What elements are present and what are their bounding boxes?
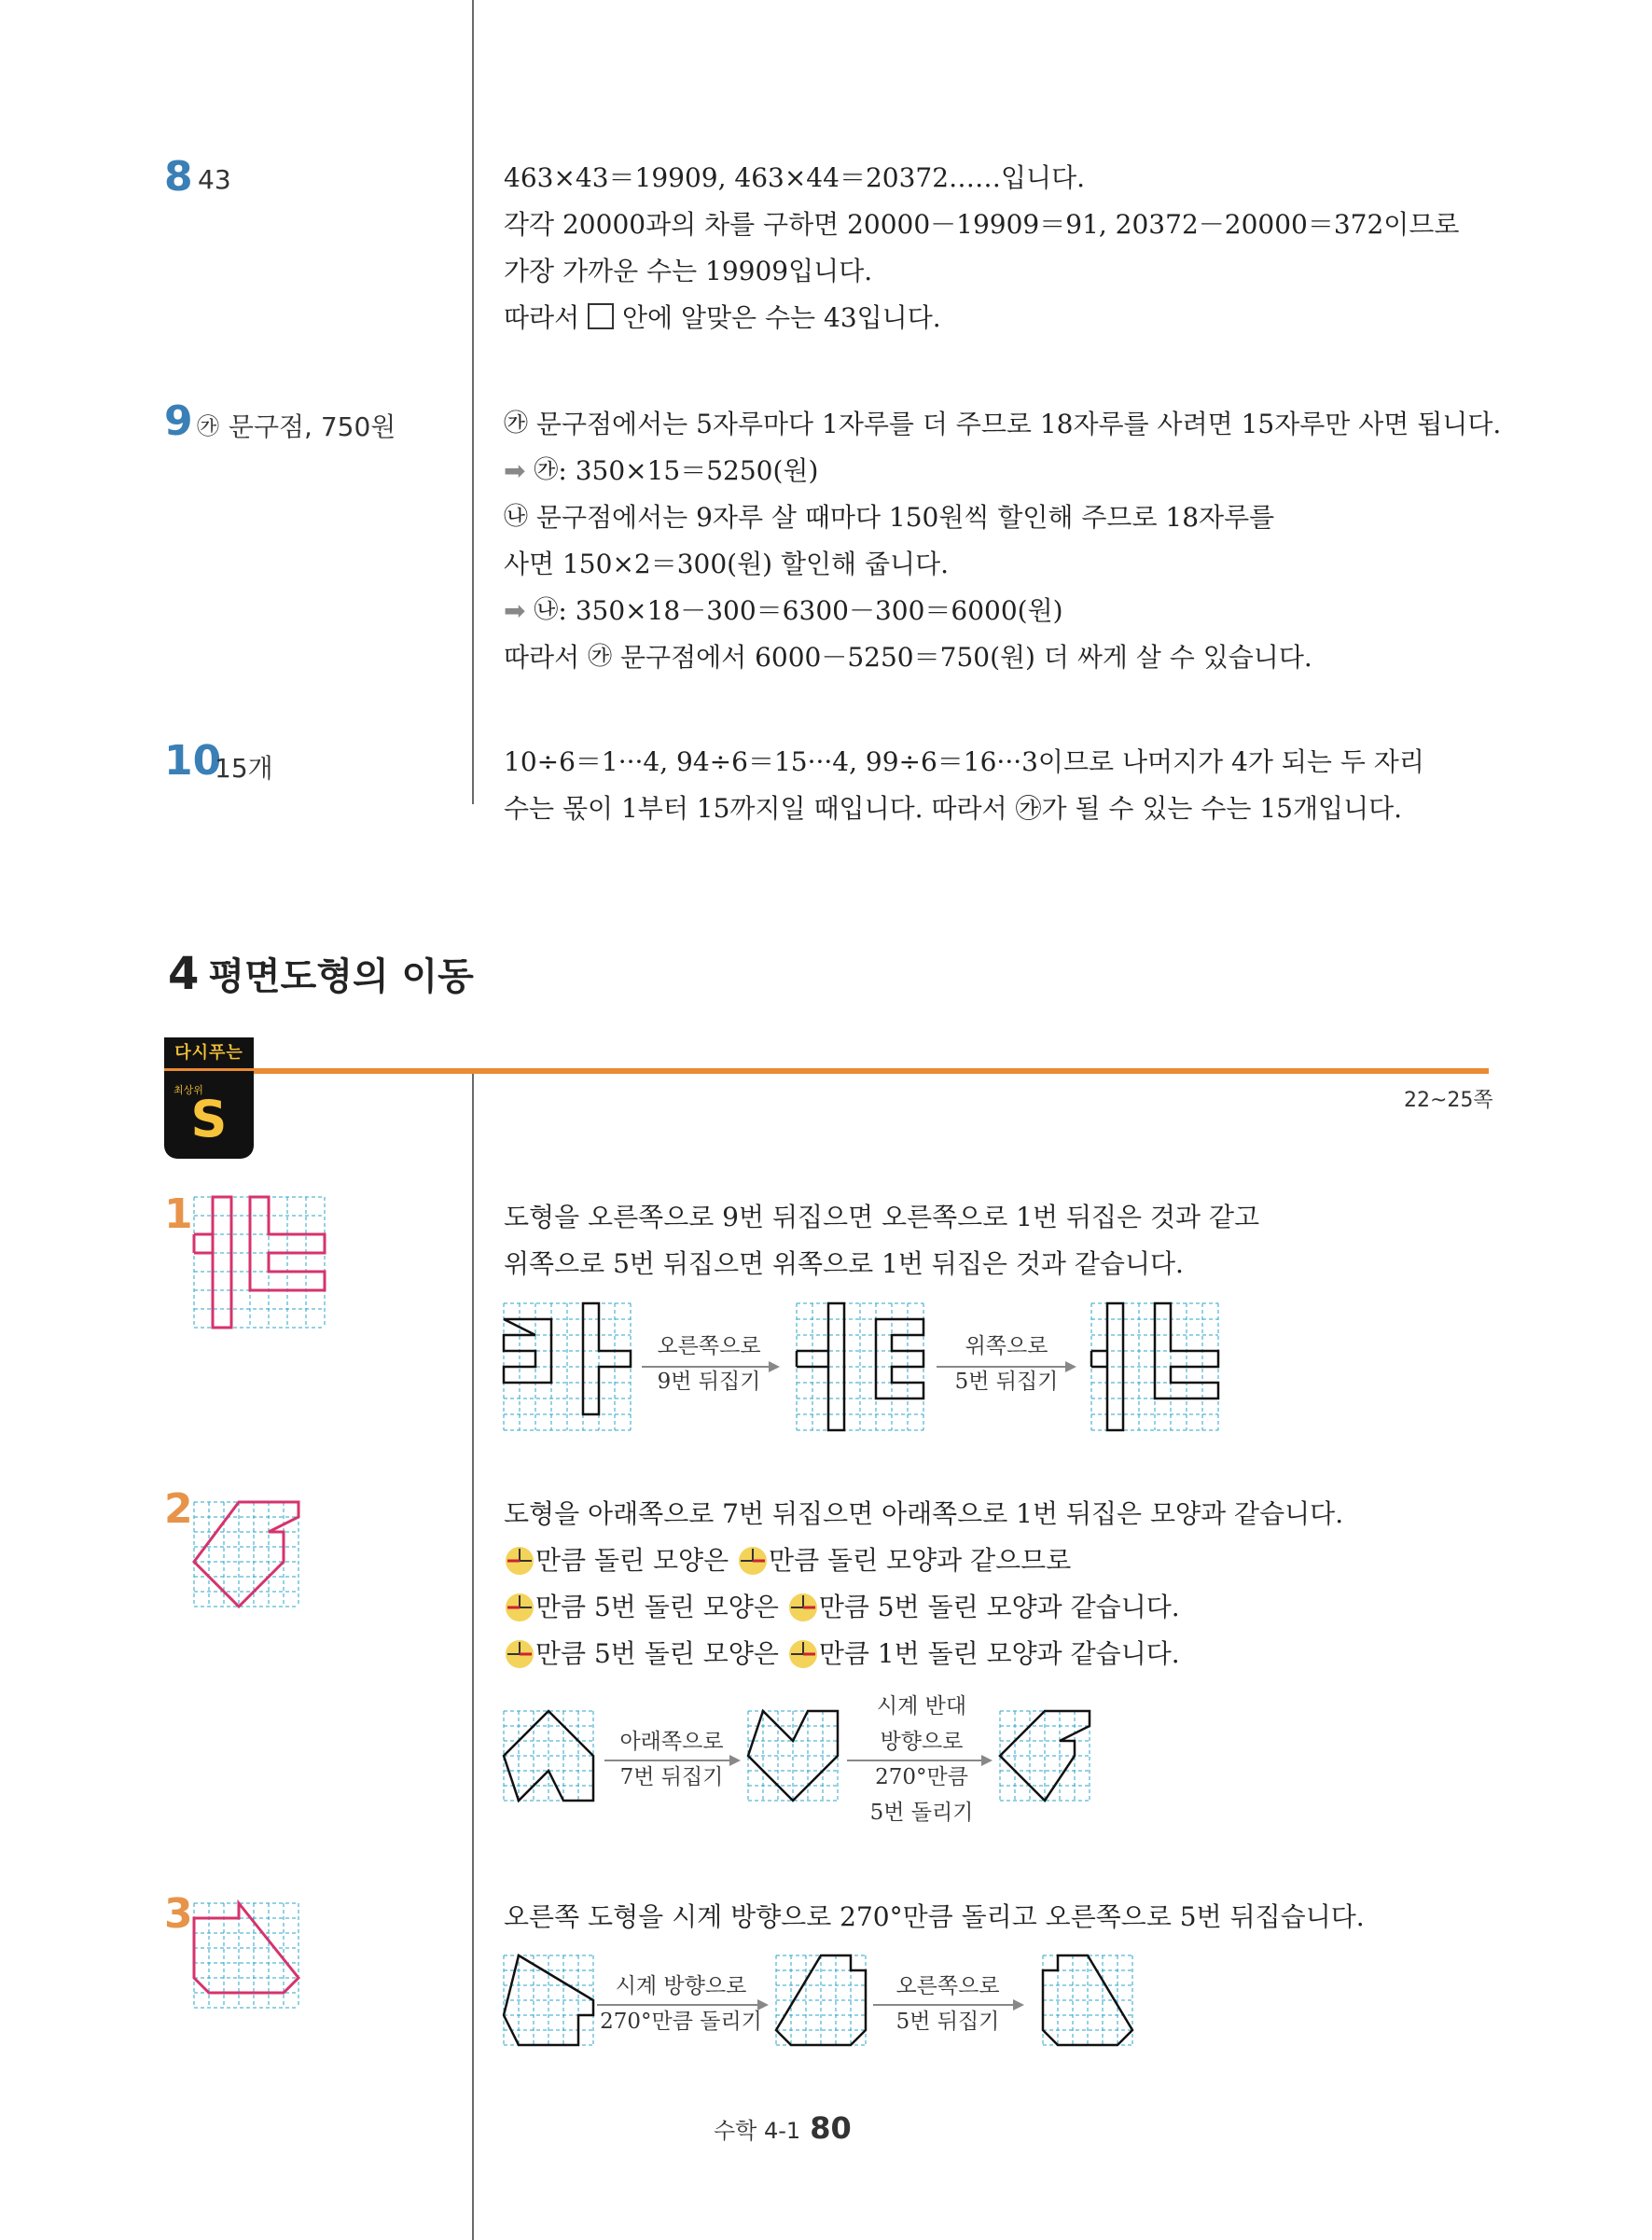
p2-line-4b: 만큼 1번 돌린 모양과 같습니다. — [818, 1638, 1180, 1669]
problem-number-2: 2 — [164, 1485, 193, 1533]
expl-9-line-2-text: : 350×15＝5250(원) — [558, 455, 819, 486]
expl-8-line-1: 463×43＝19909, 463×44＝20372……입니다. — [504, 162, 1086, 193]
problem-2-shape — [194, 1502, 298, 1607]
p2-shape-flipped-down — [748, 1711, 838, 1801]
page-footer — [714, 2110, 852, 2146]
p2-line-4 — [504, 1631, 1492, 1677]
p2-line-3 — [504, 1584, 1492, 1631]
blank-box-icon — [588, 303, 614, 329]
p1-step2-line1: 위쪽으로 — [965, 1334, 1048, 1358]
p2-step1-arrow-icon — [604, 1755, 741, 1766]
rotation-90-icon — [504, 1592, 535, 1623]
p2-line-3b: 만큼 5번 돌린 모양과 같습니다. — [818, 1592, 1180, 1622]
expl-8-line-4 — [504, 295, 1492, 341]
mark-na-icon: ㉯ — [534, 596, 559, 624]
p3-step1-arrow-icon — [597, 1999, 769, 2010]
problem-1-shape — [194, 1197, 325, 1328]
expl-9-line-3 — [504, 494, 1492, 541]
badge-label: 다시푸는 — [164, 1037, 254, 1069]
expl-9-line-3-text: 문구점에서는 9자루 살 때마다 150원씩 할인해 주므로 18자루를 — [535, 502, 1275, 533]
right-arrow-icon: ➡ — [504, 455, 526, 486]
p1-step1-line1: 오른쪽으로 — [657, 1334, 761, 1358]
top-column-divider — [472, 0, 474, 804]
p2-step1-line2: 7번 뒤집기 — [619, 1765, 724, 1789]
problem-3-shape — [194, 1903, 298, 2008]
p1-shape-original — [504, 1303, 631, 1430]
expl-8-line-2: 각각 20000과의 차를 구하면 20000－19909＝91, 20372－20000＝372이므로 — [504, 209, 1460, 240]
mark-ga-icon: ㉮ — [588, 643, 613, 671]
mark-na-icon: ㉯ — [504, 503, 529, 531]
p2-step2-bottom-line1: 270°만큼 — [875, 1765, 968, 1789]
problem-1-explanation — [504, 1194, 1492, 1287]
p2-step2-bottom-label — [847, 1760, 996, 1830]
p3-step1-line2: 270°만큼 돌리기 — [600, 2010, 762, 2034]
page-number: 80 — [810, 2110, 852, 2146]
bottom-column-divider — [472, 1074, 474, 2240]
p1-shape-flipped-right — [797, 1303, 923, 1430]
section-number: 4 — [168, 948, 200, 1000]
mark-ga-icon: ㉮ — [534, 456, 559, 484]
p1-step1-line2: 9번 뒤집기 — [657, 1370, 761, 1394]
expl-9-line-6 — [504, 634, 1492, 681]
badge-logo — [164, 1071, 254, 1159]
rotation-270-icon — [787, 1592, 819, 1623]
shape-outline — [194, 1197, 325, 1328]
expl-9-line-4: 사면 150×2＝300(원) 할인해 줍니다. — [504, 549, 950, 579]
p2-step2-bottom-line2: 5번 돌리기 — [869, 1801, 974, 1825]
orange-rule — [164, 1068, 1489, 1074]
expl-8-line-4-pre: 따라서 — [504, 302, 580, 333]
question-number-8: 8 — [164, 153, 193, 201]
problem-number-3: 3 — [164, 1890, 193, 1938]
expl-9-line-5 — [504, 588, 1492, 634]
p1-line-2: 위쪽으로 5번 뒤집으면 위쪽으로 1번 뒤집은 것과 같습니다. — [504, 1248, 1184, 1279]
p1-step1-arrow-icon — [642, 1361, 780, 1372]
question-number-10: 10 — [164, 737, 222, 785]
p2-line-3a: 만큼 5번 돌린 모양은 — [535, 1592, 779, 1622]
p1-step2-line2: 5번 뒤집기 — [954, 1370, 1059, 1394]
answer-10: 15개 — [215, 753, 273, 784]
p2-shape-final — [1000, 1711, 1090, 1801]
expl-8-line-4-post: 안에 알맞은 수는 43입니다. — [621, 302, 941, 333]
expl-8-line-3: 가장 가까운 수는 19909입니다. — [504, 256, 873, 286]
p3-step1-line1: 시계 방향으로 — [615, 1974, 747, 1998]
p2-step2-top-line1: 시계 반대 — [876, 1694, 967, 1718]
explanation-9 — [504, 401, 1502, 681]
rotation-270-icon — [504, 1638, 535, 1670]
p3-step2-arrow-icon — [873, 1999, 1024, 2010]
p3-step2-line2: 5번 뒤집기 — [895, 2010, 1000, 2034]
answer-8: 43 — [198, 164, 231, 195]
expl-9-line-5-text: : 350×18－300＝6300－300＝6000(원) — [558, 595, 1063, 626]
p1-shape-final — [1091, 1303, 1218, 1430]
p2-step2-top-label — [847, 1689, 996, 1760]
p3-line-1: 오른쪽 도형을 시계 방향으로 270°만큼 돌리고 오른쪽으로 5번 뒤집습니다. — [504, 1901, 1365, 1932]
question-number-9: 9 — [164, 397, 193, 445]
answer-9 — [196, 407, 396, 444]
book-name: 수학 4-1 — [714, 2118, 801, 2144]
explanation-8 — [504, 155, 1492, 341]
page-range: 22~25쪽 — [1404, 1089, 1493, 1112]
p3-step2-line1: 오른쪽으로 — [895, 1974, 1000, 1998]
right-arrow-icon: ➡ — [504, 595, 526, 626]
p2-step1-line1: 아래쪽으로 — [619, 1730, 724, 1754]
p3-shape-rotated — [776, 1955, 866, 2045]
rotation-270-icon — [737, 1545, 769, 1577]
p2-line-2 — [504, 1537, 1492, 1584]
expl-9-line-6-post: 문구점에서 6000－5250＝750(원) 더 싸게 살 수 있습니다. — [619, 642, 1312, 673]
section-title-text: 평면도형의 이동 — [208, 955, 474, 998]
p2-shape-original — [504, 1711, 593, 1801]
rotation-270-icon — [787, 1638, 819, 1670]
explanation-10 — [504, 739, 1492, 832]
p2-line-2b: 만큼 돌린 모양과 같으므로 — [769, 1545, 1072, 1576]
problem-number-1: 1 — [164, 1190, 193, 1238]
section-title — [168, 947, 474, 1000]
answer-9-text: 문구점, 750원 — [228, 411, 396, 442]
expl-10-line-2: 수는 몫이 1부터 15까지일 때입니다. 따라서 ㉮가 될 수 있는 수는 15개입니다. — [504, 793, 1403, 824]
expl-9-line-2 — [504, 448, 1492, 494]
mark-ga-icon: ㉮ — [504, 410, 529, 438]
rotation-90-icon — [504, 1545, 535, 1577]
badge-s-logo-icon: S — [190, 1090, 228, 1148]
problem-3-explanation — [504, 1894, 1492, 1941]
expl-9-line-1 — [504, 401, 1502, 448]
p2-line-1: 도형을 아래쪽으로 7번 뒤집으면 아래쪽으로 1번 뒤집은 모양과 같습니다. — [504, 1498, 1344, 1529]
p2-line-2a: 만큼 돌린 모양은 — [535, 1545, 729, 1576]
badge-small-text: 최상위 — [174, 1084, 203, 1096]
p3-shape-final — [1043, 1955, 1132, 2045]
answer-9-mark: ㉮ — [197, 413, 219, 439]
p1-step2-arrow-icon — [937, 1361, 1076, 1372]
problem-2-explanation — [504, 1491, 1492, 1677]
p1-line-1: 도형을 오른쪽으로 9번 뒤집으면 오른쪽으로 1번 뒤집은 것과 같고 — [504, 1202, 1260, 1232]
p2-step2-top-line2: 방향으로 — [880, 1730, 964, 1754]
expl-10-line-1: 10÷6＝1···4, 94÷6＝15···4, 99÷6＝16···3이므로 나머지가 4가 되는 두 자리 — [504, 746, 1424, 777]
p3-shape-original — [504, 1955, 593, 2045]
p2-line-4a: 만큼 5번 돌린 모양은 — [535, 1638, 779, 1669]
expl-9-line-6-pre: 따라서 — [504, 642, 580, 673]
expl-9-line-1-text: 문구점에서는 5자루마다 1자루를 더 주므로 18자루를 사려면 15자루만 사면 됩니다. — [535, 409, 1502, 439]
